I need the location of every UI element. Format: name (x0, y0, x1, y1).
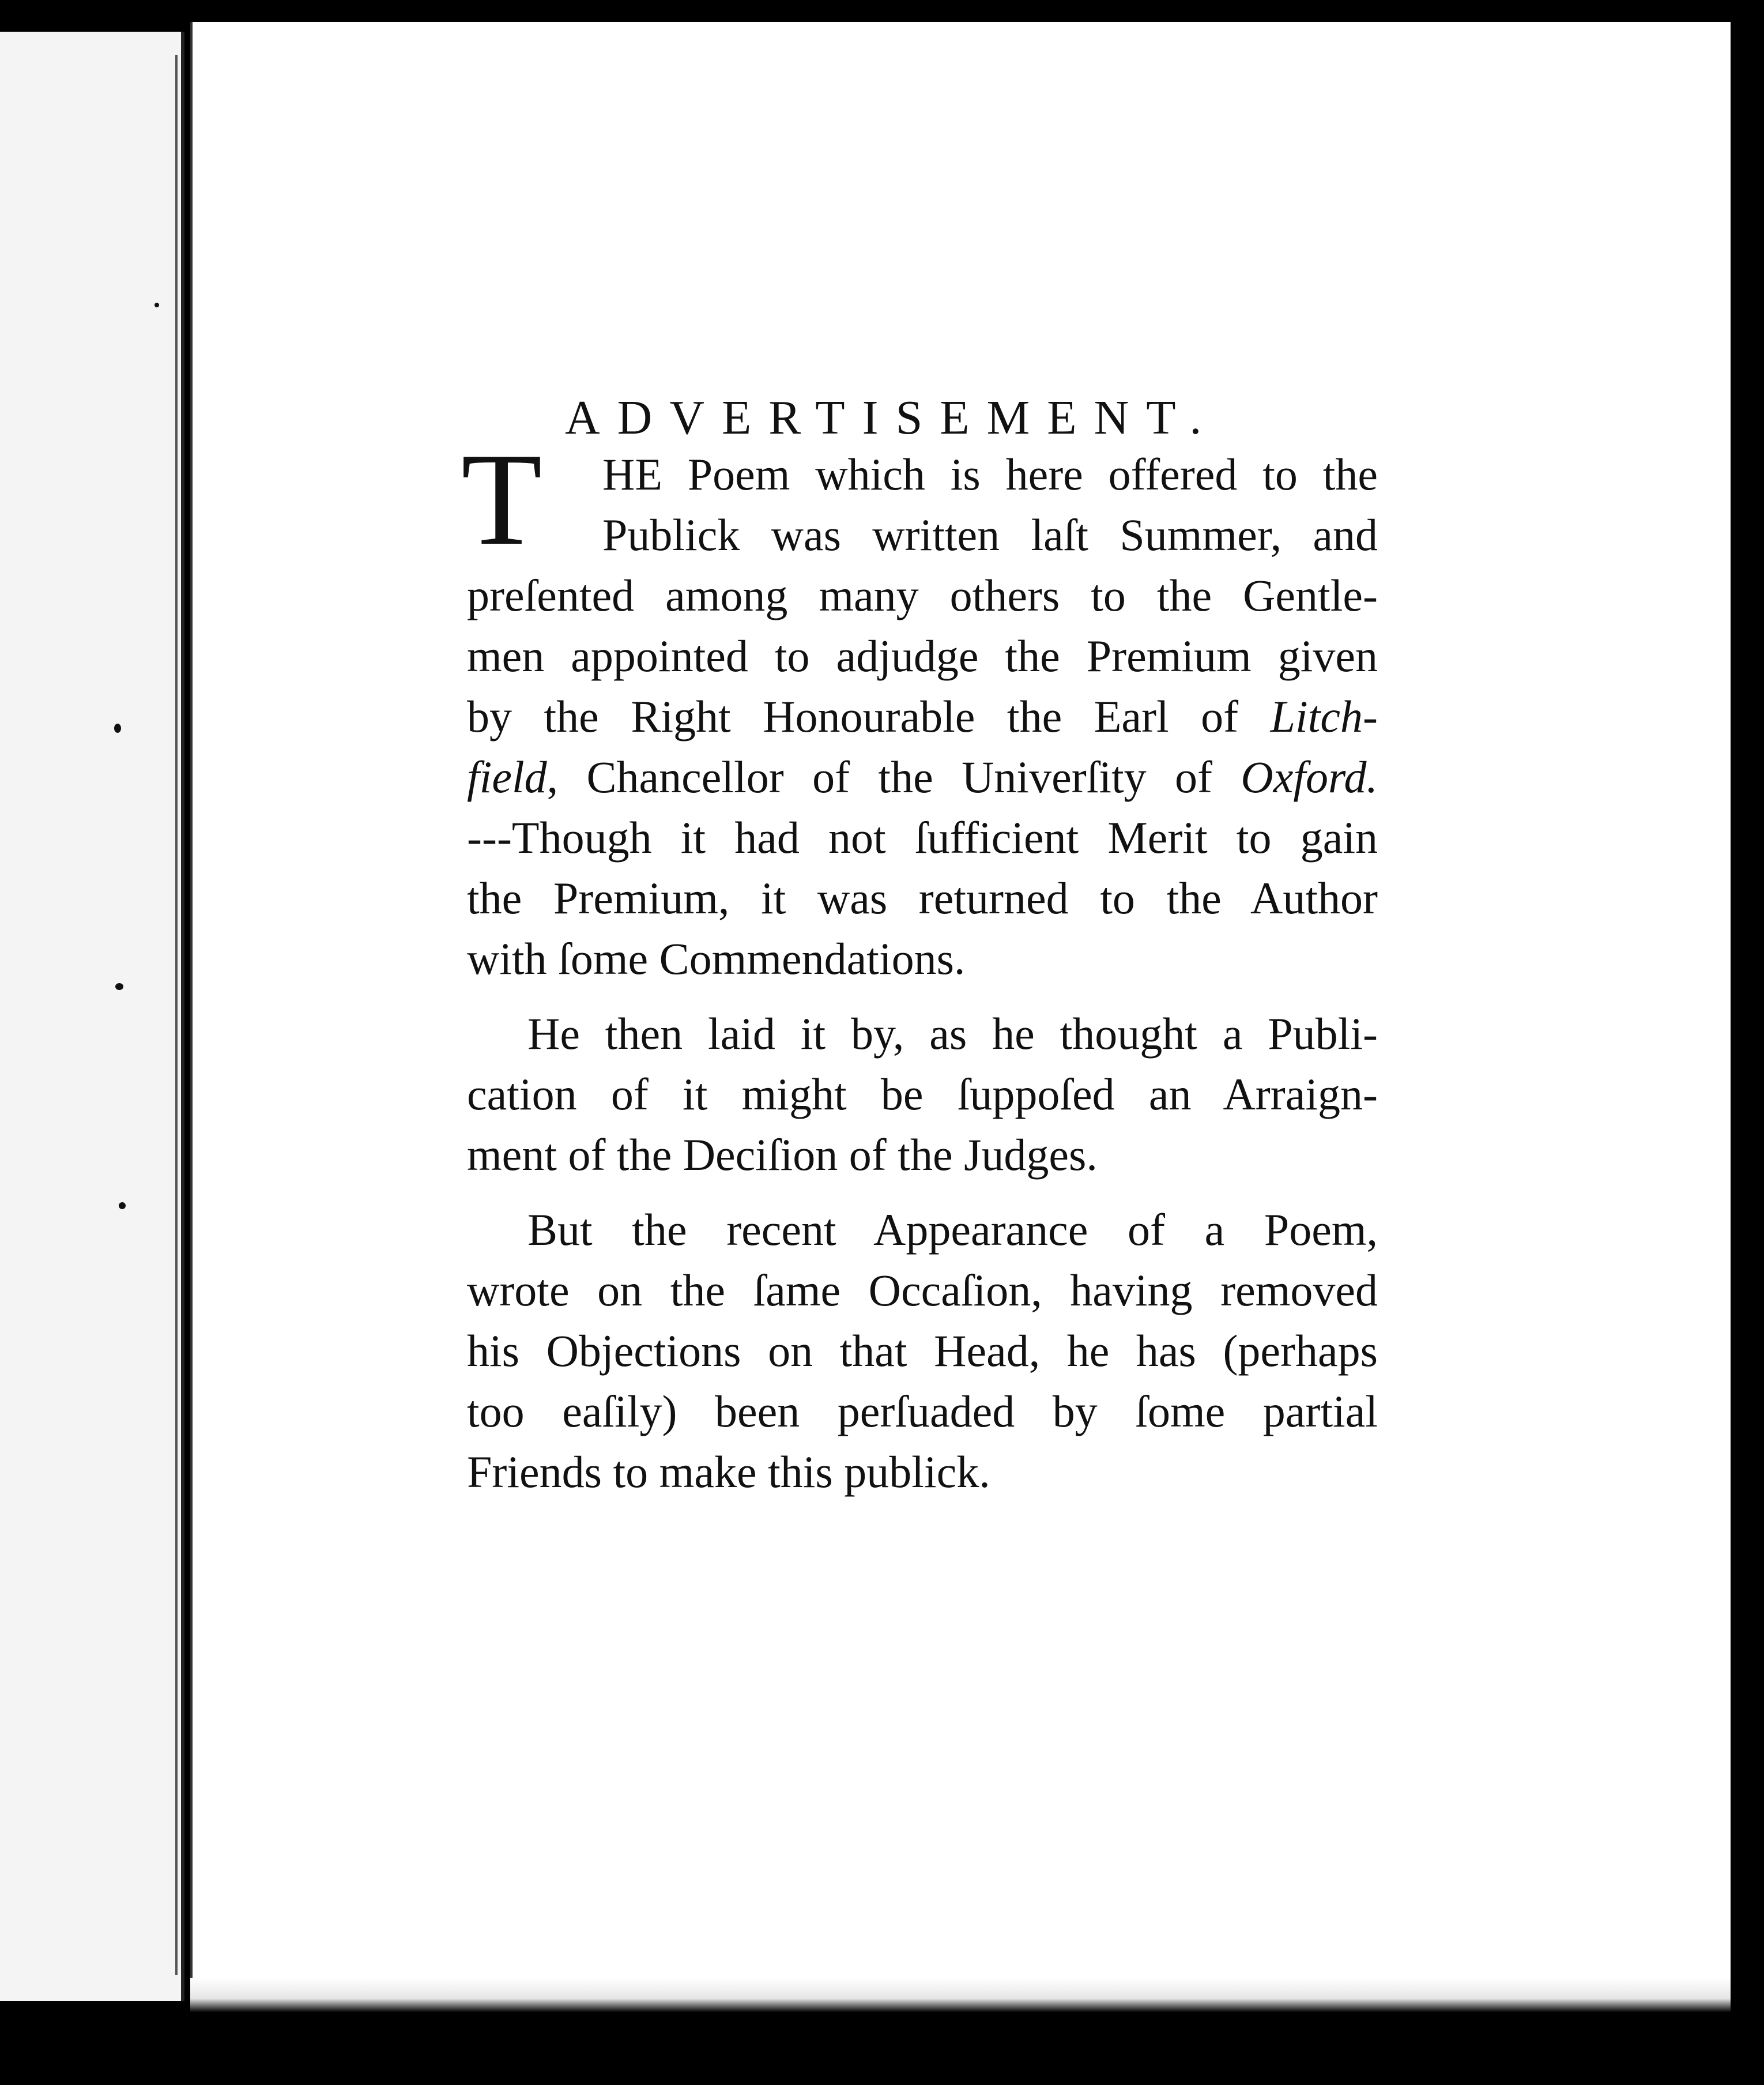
drop-cap: T (461, 426, 542, 573)
text-line: HE Poem which is here offered to the (602, 449, 1378, 499)
text-line: his Objections on that Head, he has (perhaps (467, 1326, 1378, 1376)
italic-run: Oxford. (1241, 752, 1378, 802)
paragraph-gap (467, 989, 1378, 1003)
text-line: with ſome Commendations. (467, 934, 966, 984)
ink-speck (115, 983, 123, 990)
italic-run: field (467, 752, 547, 802)
text-line: too eaſily) been perſuaded by ſome partial (467, 1386, 1378, 1436)
ink-speck (114, 724, 121, 733)
text-line: But the recent Appearance of a Poem, (527, 1205, 1378, 1255)
paragraph-gap (467, 1185, 1378, 1199)
text-line: Publick was written laſt Summer, and (602, 510, 1378, 560)
ink-speck (119, 1202, 126, 1209)
text-line: preſented among many others to the Gentle- (467, 570, 1378, 620)
advertisement-body (461, 426, 1378, 1502)
text-line: He then laid it by, as he thought a Publi- (527, 1008, 1378, 1059)
text-line: Friends to make this publick. (467, 1447, 990, 1497)
page-bottom-edge (190, 1978, 1731, 2012)
text-line: wrote on the ſame Occaſion, having removed (467, 1265, 1378, 1315)
text-line: the Premium, it was returned to the Author (467, 873, 1378, 923)
text-run: by the Right Honourable the Earl of (467, 691, 1271, 742)
text-run: , Chancellor of the Univerſity of (546, 752, 1241, 802)
text-line: men appointed to adjudge the Premium given (467, 631, 1378, 681)
italic-run: Litch- (1270, 691, 1378, 742)
paragraph-1 (461, 426, 1378, 989)
page-title: ADVERTISEMENT. (565, 391, 1219, 445)
text-line (467, 747, 1378, 807)
text-line (467, 686, 1378, 747)
text-line: cation of it might be ſuppoſed an Arraign- (467, 1069, 1378, 1119)
text-line: ment of the Deciſion of the Judges. (467, 1130, 1098, 1180)
paragraph-3 (467, 1199, 1378, 1502)
facing-page-edge (0, 32, 184, 2001)
gutter-line (175, 55, 178, 1975)
ink-speck (154, 303, 159, 307)
paragraph-2 (467, 1003, 1378, 1185)
text-line: ---Though it had not ſufficient Merit to gain (467, 812, 1378, 863)
